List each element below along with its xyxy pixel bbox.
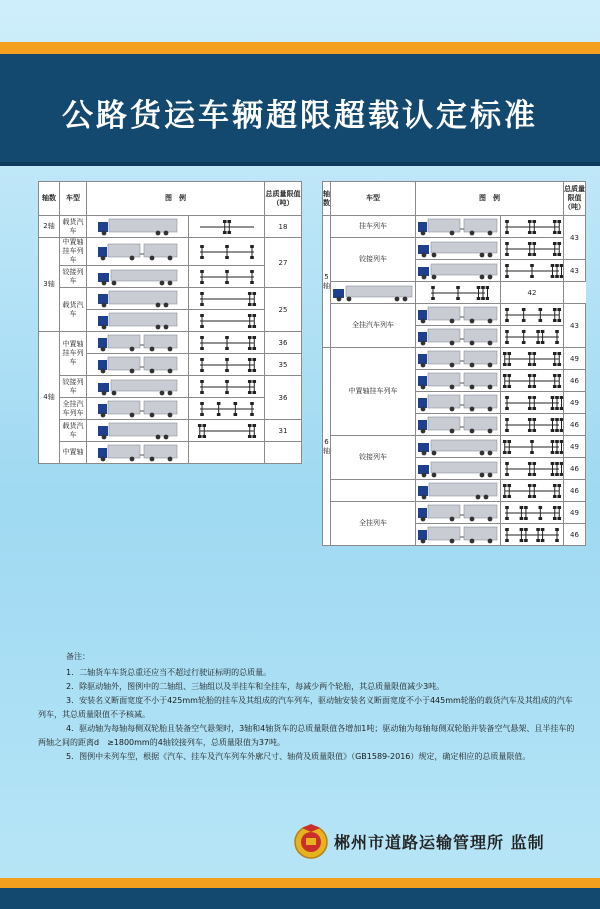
axle-diagram-cell: [189, 310, 265, 332]
weight-limit-cell: 46: [564, 414, 586, 436]
axle-diagram-cell: [189, 288, 265, 310]
truck-semi-icon: [416, 459, 500, 479]
truck-trailer-icon: [416, 503, 500, 523]
axle-diagram-cell: [189, 398, 265, 420]
weight-limit-cell: 49: [564, 348, 586, 370]
axle-layout-icon: [196, 379, 258, 395]
transport-seal-icon: [292, 822, 330, 860]
header-axles: 轴数: [39, 182, 60, 216]
truck-rigid-icon: [96, 311, 180, 331]
axle-diagram-cell: [416, 282, 501, 304]
axle-count-cell: 6轴: [323, 348, 331, 546]
vehicle-type-cell: 全挂汽车列车: [60, 398, 87, 420]
axle-diagram-cell: [501, 370, 564, 392]
table-row: [323, 216, 586, 238]
table-row: [323, 304, 586, 326]
axle-diagram-cell: [501, 458, 564, 480]
table-row: [323, 480, 586, 502]
axle-layout-icon: [501, 505, 563, 521]
header-limit: 总质量限值（吨）: [265, 182, 302, 216]
vehicle-type-cell: 铰接列车: [60, 266, 87, 288]
vehicle-diagram-cell: [416, 326, 501, 348]
truck-rigid-icon: [416, 481, 500, 501]
vehicle-type-cell: 中置轴挂车列车: [331, 348, 416, 436]
vehicle-diagram-cell: [416, 392, 501, 414]
table-row: [39, 266, 302, 288]
vehicle-type-cell: 载货汽车: [60, 288, 87, 332]
vehicle-diagram-cell: [416, 502, 501, 524]
weight-limit-cell: 46: [564, 458, 586, 480]
vehicle-diagram-cell: [416, 370, 501, 392]
note-item: 4．驱动轴为每轴每侧双轮胎且装备空气悬架时，3轴和4轴货车的总质量限值各增加1吨；驱动轴为每轴每侧双轮胎并装备空气悬架、且半挂车的两轴之间的距离d ≥1800mm的4轴铰接列车，总质量限值为37吨。: [38, 724, 575, 747]
axle-diagram-cell: [501, 414, 564, 436]
truck-rigid-icon: [96, 289, 180, 309]
notes-heading: 备注：: [66, 652, 90, 661]
bottom-blue-band: [0, 888, 600, 909]
table-row: [323, 502, 586, 524]
axle-layout-icon: [501, 395, 563, 411]
truck-semi-icon: [96, 377, 180, 397]
table-row: [39, 376, 302, 398]
weight-limit-cell: 46: [564, 480, 586, 502]
axle-layout-icon: [501, 461, 563, 477]
table-row: [39, 238, 302, 266]
axle-diagram-cell: [501, 524, 564, 546]
vehicle-diagram-cell: [416, 458, 501, 480]
page-title: 公路货运车辆超限超载认定标准: [62, 98, 538, 134]
top-orange-band: [0, 42, 600, 54]
vehicle-diagram-cell: [416, 436, 501, 458]
truck-trailer-icon: [416, 393, 500, 413]
weight-limit-cell: 36: [265, 332, 302, 354]
vehicle-type-cell: 中置轴挂车列车: [60, 238, 87, 266]
axle-layout-icon: [196, 423, 258, 439]
axle-diagram-cell: [189, 354, 265, 376]
weight-limit-cell: 31: [265, 420, 302, 442]
vehicle-diagram-cell: [416, 260, 501, 282]
table-row: [323, 348, 586, 370]
vehicle-type-cell: 全挂汽车列车: [331, 304, 416, 348]
axle-layout-icon: [196, 357, 258, 373]
vehicle-diagram-cell: [87, 376, 189, 398]
truck-semi-icon: [331, 283, 415, 303]
axle-diagram-cell: [501, 480, 564, 502]
axle-count-cell: 4轴: [39, 332, 60, 464]
axle-layout-icon: [196, 219, 258, 235]
axle-diagram-cell: [501, 216, 564, 238]
vehicle-type-cell: 载货汽车: [60, 420, 87, 442]
vehicle-type-cell: 中置轴挂车列车: [60, 332, 87, 376]
axle-layout-icon: [501, 417, 563, 433]
vehicle-diagram-cell: [416, 480, 501, 502]
axle-count-cell: 5轴: [323, 216, 331, 348]
truck-semi-icon: [416, 261, 500, 281]
truck-trailer-icon: [96, 242, 180, 262]
axle-diagram-cell: [501, 348, 564, 370]
weight-limit-cell: 49: [564, 502, 586, 524]
weight-limit-cell: 46: [564, 370, 586, 392]
weight-limit-cell: 42: [501, 282, 564, 304]
vehicle-type-cell: 中置轴: [60, 442, 87, 464]
table-row: [39, 420, 302, 442]
axle-layout-icon: [196, 445, 258, 461]
table-row: [39, 332, 302, 354]
table-row: [323, 436, 586, 458]
weight-limit-cell: 49: [564, 436, 586, 458]
note-item: 1．二轴货车车货总重还应当不超过行驶证标明的总质量。: [66, 668, 272, 677]
truck-trailer-icon: [96, 355, 180, 375]
weight-limit-cell: 27: [265, 238, 302, 288]
truck-trailer-icon: [416, 217, 500, 237]
table-row: [39, 398, 302, 420]
axle-diagram-cell: [189, 238, 265, 266]
axle-layout-icon: [427, 285, 489, 301]
vehicle-type-cell: [331, 480, 416, 502]
axle-layout-icon: [196, 401, 258, 417]
vehicle-type-cell: 铰接列车: [331, 436, 416, 480]
vehicle-diagram-cell: [87, 332, 189, 354]
axle-diagram-cell: [189, 442, 265, 464]
note-item: 3．安装名义断面宽度不小于425mm轮胎的挂车及其组成的汽车列车，驱动轴安装名义断面宽度不小于445mm轮胎的载货汽车及其组成的汽车列车，其总质量限值不予核减。: [38, 696, 573, 719]
table-row: [39, 216, 302, 238]
table-body-left: [39, 216, 302, 464]
axle-layout-icon: [501, 439, 563, 455]
weight-limit-cell: [265, 442, 302, 464]
weight-limit-cell: 46: [564, 524, 586, 546]
vehicle-type-cell: 铰接列车: [331, 238, 416, 282]
axle-count-cell: 3轴: [39, 238, 60, 332]
vehicle-type-cell: 载货汽车: [60, 216, 87, 238]
notes-section: [38, 650, 578, 764]
table-row: [323, 238, 586, 260]
axle-layout-icon: [501, 307, 563, 323]
weight-limit-cell: 25: [265, 288, 302, 332]
weight-limit-cell: 43: [564, 260, 586, 282]
truck-semi-icon: [416, 239, 500, 259]
vehicle-diagram-cell: [87, 398, 189, 420]
vehicle-diagram-cell: [416, 304, 501, 326]
truck-trailer-icon: [96, 443, 180, 463]
truck-rigid-icon: [96, 421, 180, 441]
weight-limit-cell: 49: [564, 392, 586, 414]
vehicle-diagram-cell: [87, 266, 189, 288]
truck-trailer-icon: [416, 415, 500, 435]
truck-trailer-icon: [416, 327, 500, 347]
vehicle-diagram-cell: [87, 216, 189, 238]
vehicle-diagram-cell: [416, 216, 501, 238]
header-type: 车型: [331, 182, 416, 216]
axle-diagram-cell: [189, 420, 265, 442]
weight-limit-cell: 18: [265, 216, 302, 238]
truck-trailer-icon: [416, 371, 500, 391]
bottom-orange-band: [0, 878, 600, 888]
axle-diagram-cell: [501, 304, 564, 326]
standards-table-right: [322, 181, 586, 546]
header-diagram: 图 例: [416, 182, 564, 216]
header-diagram: 图 例: [87, 182, 265, 216]
axle-diagram-cell: [189, 216, 265, 238]
weight-limit-cell: 43: [564, 216, 586, 260]
vehicle-type-cell: 全挂列车: [331, 502, 416, 546]
axle-layout-icon: [501, 483, 563, 499]
standards-table-left: [38, 181, 302, 464]
truck-trailer-icon: [416, 349, 500, 369]
banner-rule: [0, 162, 600, 166]
axle-count-cell: 2轴: [39, 216, 60, 238]
axle-layout-icon: [501, 263, 563, 279]
axle-diagram-cell: [501, 326, 564, 348]
truck-semi-icon: [416, 437, 500, 457]
axle-layout-icon: [501, 373, 563, 389]
truck-trailer-icon: [96, 399, 180, 419]
axle-diagram-cell: [501, 502, 564, 524]
axle-layout-icon: [501, 219, 563, 235]
axle-layout-icon: [196, 269, 258, 285]
axle-diagram-cell: [189, 266, 265, 288]
table-row: [323, 282, 586, 304]
vehicle-type-cell: 挂车列车: [331, 216, 416, 238]
truck-trailer-icon: [96, 333, 180, 353]
note-item: 5．图例中未列车型，根据《汽车、挂车及汽车列车外廓尺寸、轴荷及质量限值》（GB1589-2016）规定，确定相应的总质量限值。: [66, 752, 531, 761]
vehicle-diagram-cell: [416, 348, 501, 370]
truck-trailer-icon: [416, 525, 500, 545]
axle-diagram-cell: [501, 260, 564, 282]
vehicle-diagram-cell: [87, 288, 189, 310]
vehicle-diagram-cell: [416, 414, 501, 436]
table-body-right: [323, 216, 586, 546]
vehicle-diagram-cell: [87, 442, 189, 464]
axle-layout-icon: [501, 241, 563, 257]
axle-diagram-cell: [501, 238, 564, 260]
axle-diagram-cell: [189, 332, 265, 354]
vehicle-type-cell: 铰接列车: [60, 376, 87, 398]
vehicle-diagram-cell: [416, 524, 501, 546]
vehicle-diagram-cell: [87, 354, 189, 376]
weight-limit-cell: 35: [265, 354, 302, 376]
weight-limit-cell: 36: [265, 376, 302, 420]
vehicle-diagram-cell: [87, 238, 189, 266]
axle-diagram-cell: [501, 436, 564, 458]
vehicle-diagram-cell: [87, 420, 189, 442]
vehicle-diagram-cell: [87, 310, 189, 332]
table-row: [39, 442, 302, 464]
axle-layout-icon: [196, 291, 258, 307]
axle-layout-icon: [196, 335, 258, 351]
truck-trailer-icon: [416, 305, 500, 325]
axle-layout-icon: [501, 527, 563, 543]
axle-diagram-cell: [189, 376, 265, 398]
header-type: 车型: [60, 182, 87, 216]
axle-layout-icon: [196, 244, 258, 260]
axle-layout-icon: [196, 313, 258, 329]
table-row: [39, 288, 302, 310]
truck-semi-icon: [96, 267, 180, 287]
axle-diagram-cell: [501, 392, 564, 414]
truck-rigid-icon: [96, 217, 180, 237]
axle-layout-icon: [501, 351, 563, 367]
note-item: 2．除驱动轴外，图例中的二轴组、三轴组以及半挂车和全挂车，每减少两个轮胎，其总质量限值减少3吨。: [66, 682, 445, 691]
vehicle-diagram-cell: [416, 238, 501, 260]
vehicle-diagram-cell: [331, 282, 416, 304]
issuer-text: 郴州市道路运输管理所 监制: [334, 833, 545, 852]
header-axles: 轴数: [323, 182, 331, 216]
header-limit: 总质量限值（吨）: [564, 182, 586, 216]
weight-limit-cell: 43: [564, 304, 586, 348]
axle-layout-icon: [501, 329, 563, 345]
